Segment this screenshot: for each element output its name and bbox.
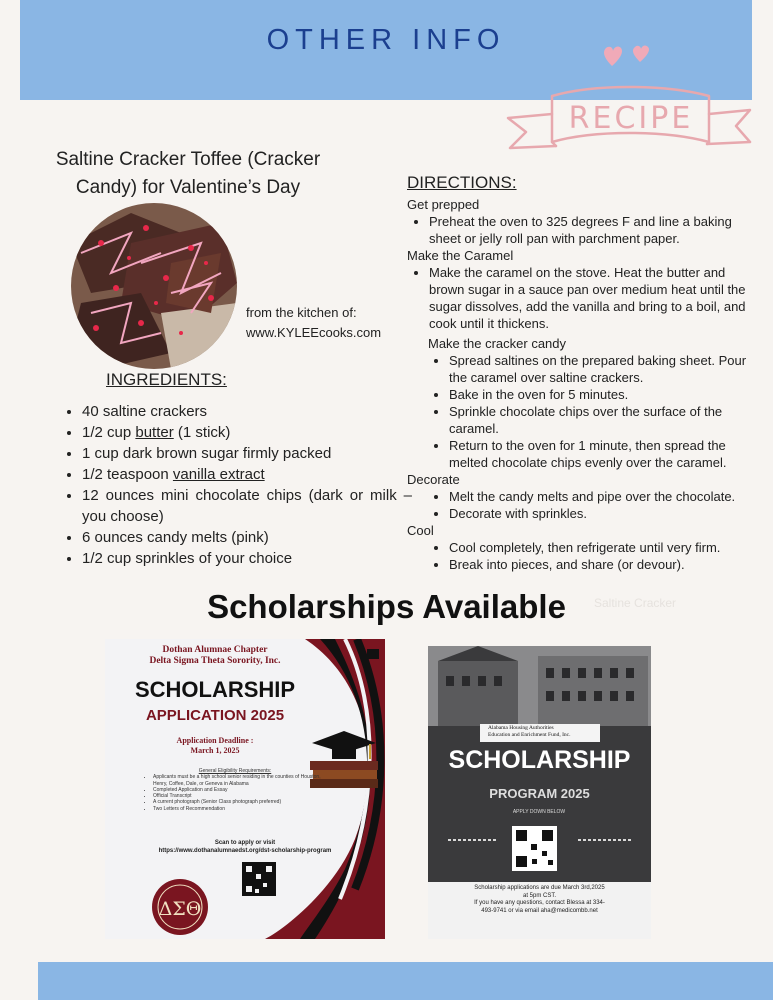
flyer2-apply: APPLY DOWN BELOW (512, 809, 566, 815)
source-label: from the kitchen of: (246, 305, 357, 320)
directions-heading: DIRECTIONS: (407, 173, 517, 192)
vanilla-extract-link[interactable]: vanilla extract (172, 466, 265, 483)
flyer1-deadline: March 1, 2025 (190, 746, 240, 755)
flyer1-deadline-label: Application Deadline : (176, 736, 254, 745)
ingredients-heading: INGREDIENTS: (106, 370, 227, 389)
flyer2-footer-line2: at 5pm CST. (522, 892, 556, 899)
flyer2-footer-line1: Scholarship applications are due March 3rd,2025 (474, 885, 605, 891)
section-title: Cool (407, 523, 434, 538)
scholarship-flyer-delta (105, 639, 385, 939)
ingredients-list (60, 401, 412, 569)
source-website: www.KYLEEcooks.com (246, 325, 382, 340)
toffee-photo (71, 203, 237, 369)
flyer1-org-line2: Delta Sigma Theta Sorority, Inc. (149, 656, 281, 666)
ingredient-item: • 40 saltine crackers (82, 401, 412, 422)
recipe-title-line2: Candy) for Valentine’s Day (75, 177, 301, 198)
scholarship-flyer-housing (428, 646, 651, 939)
seal-letters: ΔΣΘ (158, 898, 202, 920)
flyer1-org-line1: Dothan Alumnae Chapter (162, 645, 268, 655)
section-title: Get prepped (407, 197, 480, 212)
ingredient-item: • 1/2 cup sprinkles of your choice (82, 548, 412, 569)
step: • Return to the oven for 1 minute, then spread the melted chocolate chips evenly over the caramel. (449, 437, 757, 471)
step: • Break into pieces, and share (or devour). (449, 556, 757, 573)
section-title: Decorate (407, 472, 460, 487)
recipe-source (246, 303, 381, 343)
footer-banner (38, 962, 773, 1000)
recipe-title (28, 146, 348, 202)
step: • Spread saltines on the prepared baking sheet. Pour the caramel over saltine crackers. (449, 352, 757, 386)
page-title: OTHER INFO (266, 24, 506, 56)
ingredient-item: • 1/2 teaspoon vanilla extract (82, 464, 412, 485)
ingredient-item: • 12 ounces mini chocolate chips (dark or milk – you choose) (82, 485, 412, 527)
recipe-title-line1: Saltine Cracker Toffee (Cracker (55, 149, 321, 170)
ingredient-item: • 1 cup dark brown sugar firmly packed (82, 443, 412, 464)
req-item: • Completed Application and Essay (153, 787, 325, 793)
ingredient-item: • 6 ounces candy melts (pink) (82, 527, 412, 548)
step: • Cool completely, then refrigerate until very firm. (449, 539, 757, 556)
ingredient-item: • 1/2 cup butter (1 stick) (82, 422, 412, 443)
req-item: • Official Transcript (153, 793, 325, 799)
flyer2-org-line2: Education and Enrichment Fund, Inc. (488, 732, 571, 738)
step: • Bake in the oven for 5 minutes. (449, 386, 757, 403)
section-title: Make the cracker candy (428, 336, 567, 351)
flyer2-title: SCHOLARSHIP (448, 746, 631, 774)
flyer1-url[interactable]: https://www.dothanalumnaedst.org/dst-scholarship-program (158, 848, 332, 854)
section-title: Make the Caramel (407, 248, 514, 263)
ribbon-label: RECIPE (568, 101, 694, 136)
step: • Make the caramel on the stove. Heat the butter and brown sugar in a sauce pan over medium heat until the sugar dissolves, add the vanilla and bring to a boil, and cook until it thickens. (429, 264, 757, 332)
directions-list (407, 196, 757, 573)
step: • Decorate with sprinkles. (449, 505, 757, 522)
step: • Melt the candy melts and pipe over the chocolate. (449, 488, 757, 505)
flyer1-requirements (145, 768, 325, 812)
req-item: • Applicants must be a high school senior residing in the counties of Houston, Henry, Coffee, Dale, or Geneva in Alabama (153, 774, 325, 787)
flyer2-footer-line4: 493-9741 or via email aha@medicombb.net (481, 907, 598, 914)
flyer1-title: SCHOLARSHIP (134, 677, 296, 702)
recipe-ribbon (504, 82, 754, 182)
flyer1-scan-text: Scan to apply or visit (214, 840, 276, 846)
flyer2-org-line1: Alabama Housing Authorities (488, 725, 554, 731)
step: • Preheat the oven to 325 degrees F and line a baking sheet or jelly roll pan with parchment paper. (429, 213, 757, 247)
watermark-text: Saltine Cracker (594, 596, 677, 610)
hearts-icon (600, 40, 660, 70)
flyer2-footer-line3: If you have any questions, contact Blessa at 334- (474, 900, 605, 906)
step: • Sprinkle chocolate chips over the surface of the caramel. (449, 403, 757, 437)
flyer2-subtitle: PROGRAM 2025 (489, 786, 590, 801)
ribbon-icon (504, 82, 754, 177)
req-heading: General Eligibility Requirements: (198, 768, 272, 774)
scholarships-heading: Scholarships Available (207, 588, 566, 625)
butter-link[interactable]: butter (135, 424, 174, 441)
flyer1-subtitle: APPLICATION 2025 (145, 707, 285, 724)
req-item: • A current photograph (Senior Class photograph preferred) (153, 799, 325, 805)
req-item: • Two Letters of Recommendation (153, 806, 325, 812)
